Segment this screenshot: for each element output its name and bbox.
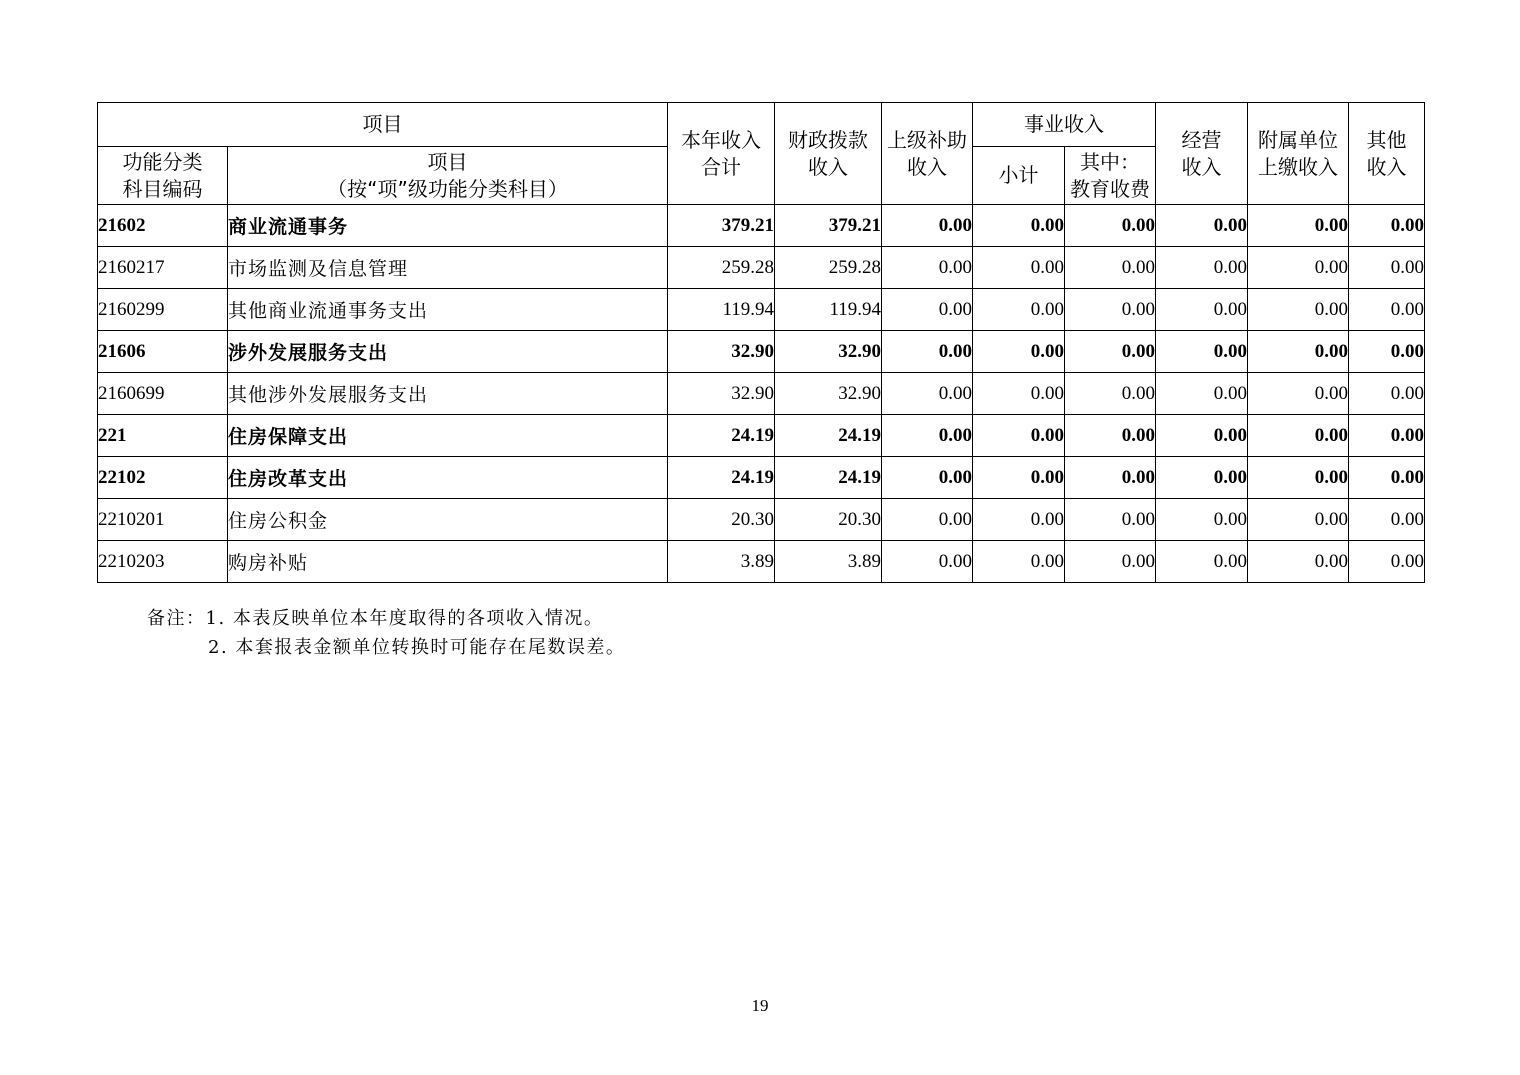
cell-total: 119.94 <box>668 289 775 331</box>
cell-total: 3.89 <box>668 541 775 583</box>
cell-name: 其他涉外发展服务支出 <box>228 373 668 415</box>
cell-edu: 0.00 <box>1065 331 1156 373</box>
header-fiscal <box>775 103 882 205</box>
cell-other: 0.00 <box>1349 541 1425 583</box>
cell-total: 24.19 <box>668 415 775 457</box>
header-subtotal: 小计 <box>973 147 1065 205</box>
cell-other: 0.00 <box>1349 205 1425 247</box>
cell-superior: 0.00 <box>882 499 973 541</box>
cell-code: 22102 <box>98 457 228 499</box>
cell-subtotal: 0.00 <box>973 415 1065 457</box>
header-edu <box>1065 147 1156 205</box>
cell-operating: 0.00 <box>1156 499 1248 541</box>
header-affiliated-line2: 上缴收入 <box>1258 154 1338 179</box>
header-item <box>228 147 668 205</box>
cell-fiscal: 24.19 <box>775 415 882 457</box>
header-other-line2: 收入 <box>1366 154 1407 179</box>
table-row <box>98 541 1425 583</box>
cell-other: 0.00 <box>1349 415 1425 457</box>
cell-operating: 0.00 <box>1156 457 1248 499</box>
cell-affiliated: 0.00 <box>1248 289 1349 331</box>
cell-total: 379.21 <box>668 205 775 247</box>
header-fiscal-line1: 财政拨款 <box>788 127 868 152</box>
table-row <box>98 247 1425 289</box>
cell-subtotal: 0.00 <box>973 457 1065 499</box>
cell-total: 24.19 <box>668 457 775 499</box>
note-line-1: 备注：1. 本表反映单位本年度取得的各项收入情况。 <box>147 608 604 629</box>
header-func-code-line2: 科目编码 <box>122 176 203 201</box>
header-item-line1: 项目 <box>427 149 468 174</box>
cell-name: 其他商业流通事务支出 <box>228 289 668 331</box>
cell-other: 0.00 <box>1349 247 1425 289</box>
cell-superior: 0.00 <box>882 373 973 415</box>
cell-other: 0.00 <box>1349 373 1425 415</box>
table-row <box>98 499 1425 541</box>
table-row <box>98 205 1425 247</box>
cell-affiliated: 0.00 <box>1248 373 1349 415</box>
cell-other: 0.00 <box>1349 457 1425 499</box>
cell-edu: 0.00 <box>1065 373 1156 415</box>
header-superior-line1: 上级补助 <box>887 127 967 152</box>
cell-fiscal: 32.90 <box>775 373 882 415</box>
header-edu-line1: 其中： <box>1080 149 1140 174</box>
cell-fiscal: 3.89 <box>775 541 882 583</box>
header-operating-line1: 经营 <box>1181 127 1222 152</box>
cell-superior: 0.00 <box>882 205 973 247</box>
cell-affiliated: 0.00 <box>1248 415 1349 457</box>
cell-fiscal: 379.21 <box>775 205 882 247</box>
cell-fiscal: 259.28 <box>775 247 882 289</box>
header-func-code-line1: 功能分类 <box>122 149 203 174</box>
cell-total: 32.90 <box>668 373 775 415</box>
cell-other: 0.00 <box>1349 331 1425 373</box>
cell-name: 市场监测及信息管理 <box>228 247 668 289</box>
cell-edu: 0.00 <box>1065 205 1156 247</box>
header-total-line2: 合计 <box>701 154 741 179</box>
cell-operating: 0.00 <box>1156 205 1248 247</box>
cell-affiliated: 0.00 <box>1248 457 1349 499</box>
table-row <box>98 331 1425 373</box>
cell-code: 2210203 <box>98 541 228 583</box>
header-affiliated <box>1248 103 1349 205</box>
cell-subtotal: 0.00 <box>973 541 1065 583</box>
cell-affiliated: 0.00 <box>1248 331 1349 373</box>
header-superior-line2: 收入 <box>907 154 947 179</box>
cell-name: 涉外发展服务支出 <box>228 331 668 373</box>
cell-total: 259.28 <box>668 247 775 289</box>
notes <box>147 604 625 662</box>
table-row <box>98 457 1425 499</box>
cell-name: 住房公积金 <box>228 499 668 541</box>
cell-superior: 0.00 <box>882 541 973 583</box>
cell-edu: 0.00 <box>1065 457 1156 499</box>
cell-edu: 0.00 <box>1065 247 1156 289</box>
cell-operating: 0.00 <box>1156 289 1248 331</box>
header-project: 项目 <box>98 103 668 147</box>
cell-subtotal: 0.00 <box>973 289 1065 331</box>
cell-superior: 0.00 <box>882 415 973 457</box>
cell-affiliated: 0.00 <box>1248 499 1349 541</box>
cell-name: 住房改革支出 <box>228 457 668 499</box>
cell-subtotal: 0.00 <box>973 373 1065 415</box>
cell-fiscal: 24.19 <box>775 457 882 499</box>
page-number: 19 <box>751 996 769 1015</box>
header-total <box>668 103 775 205</box>
cell-subtotal: 0.00 <box>973 499 1065 541</box>
cell-operating: 0.00 <box>1156 331 1248 373</box>
cell-subtotal: 0.00 <box>973 331 1065 373</box>
cell-code: 2160699 <box>98 373 228 415</box>
cell-superior: 0.00 <box>882 331 973 373</box>
cell-name: 购房补贴 <box>228 541 668 583</box>
cell-operating: 0.00 <box>1156 415 1248 457</box>
cell-name: 商业流通事务 <box>228 205 668 247</box>
note-line-2: 2. 本套报表金额单位转换时可能存在尾数误差。 <box>208 637 626 658</box>
cell-affiliated: 0.00 <box>1248 247 1349 289</box>
cell-edu: 0.00 <box>1065 541 1156 583</box>
cell-code: 221 <box>98 415 228 457</box>
cell-code: 2210201 <box>98 499 228 541</box>
cell-operating: 0.00 <box>1156 247 1248 289</box>
cell-code: 21606 <box>98 331 228 373</box>
cell-edu: 0.00 <box>1065 415 1156 457</box>
header-item-line2: （按“项”级功能分类科目） <box>327 176 568 201</box>
cell-operating: 0.00 <box>1156 541 1248 583</box>
header-row-1 <box>98 103 1425 147</box>
header-fiscal-line2: 收入 <box>808 154 848 179</box>
income-table-container <box>97 102 1424 583</box>
cell-edu: 0.00 <box>1065 289 1156 331</box>
cell-other: 0.00 <box>1349 499 1425 541</box>
cell-subtotal: 0.00 <box>973 247 1065 289</box>
table-row <box>98 373 1425 415</box>
header-superior <box>882 103 973 205</box>
header-edu-line2: 教育收费 <box>1070 176 1150 201</box>
income-table <box>97 102 1425 583</box>
cell-fiscal: 32.90 <box>775 331 882 373</box>
header-operating <box>1156 103 1248 205</box>
header-other-line1: 其他 <box>1366 127 1407 152</box>
header-func-code <box>98 147 228 205</box>
cell-code: 2160217 <box>98 247 228 289</box>
cell-name: 住房保障支出 <box>228 415 668 457</box>
cell-superior: 0.00 <box>882 289 973 331</box>
cell-code: 2160299 <box>98 289 228 331</box>
cell-affiliated: 0.00 <box>1248 205 1349 247</box>
cell-affiliated: 0.00 <box>1248 541 1349 583</box>
cell-code: 21602 <box>98 205 228 247</box>
header-operating-line2: 收入 <box>1181 154 1222 179</box>
cell-fiscal: 20.30 <box>775 499 882 541</box>
cell-superior: 0.00 <box>882 247 973 289</box>
table-row <box>98 289 1425 331</box>
cell-total: 32.90 <box>668 331 775 373</box>
cell-operating: 0.00 <box>1156 373 1248 415</box>
header-total-line1: 本年收入 <box>681 127 761 152</box>
table-row <box>98 415 1425 457</box>
cell-superior: 0.00 <box>882 457 973 499</box>
cell-edu: 0.00 <box>1065 499 1156 541</box>
cell-subtotal: 0.00 <box>973 205 1065 247</box>
header-business: 事业收入 <box>973 103 1156 147</box>
cell-fiscal: 119.94 <box>775 289 882 331</box>
header-other <box>1349 103 1425 205</box>
cell-other: 0.00 <box>1349 289 1425 331</box>
cell-total: 20.30 <box>668 499 775 541</box>
header-affiliated-line1: 附属单位 <box>1258 127 1338 152</box>
